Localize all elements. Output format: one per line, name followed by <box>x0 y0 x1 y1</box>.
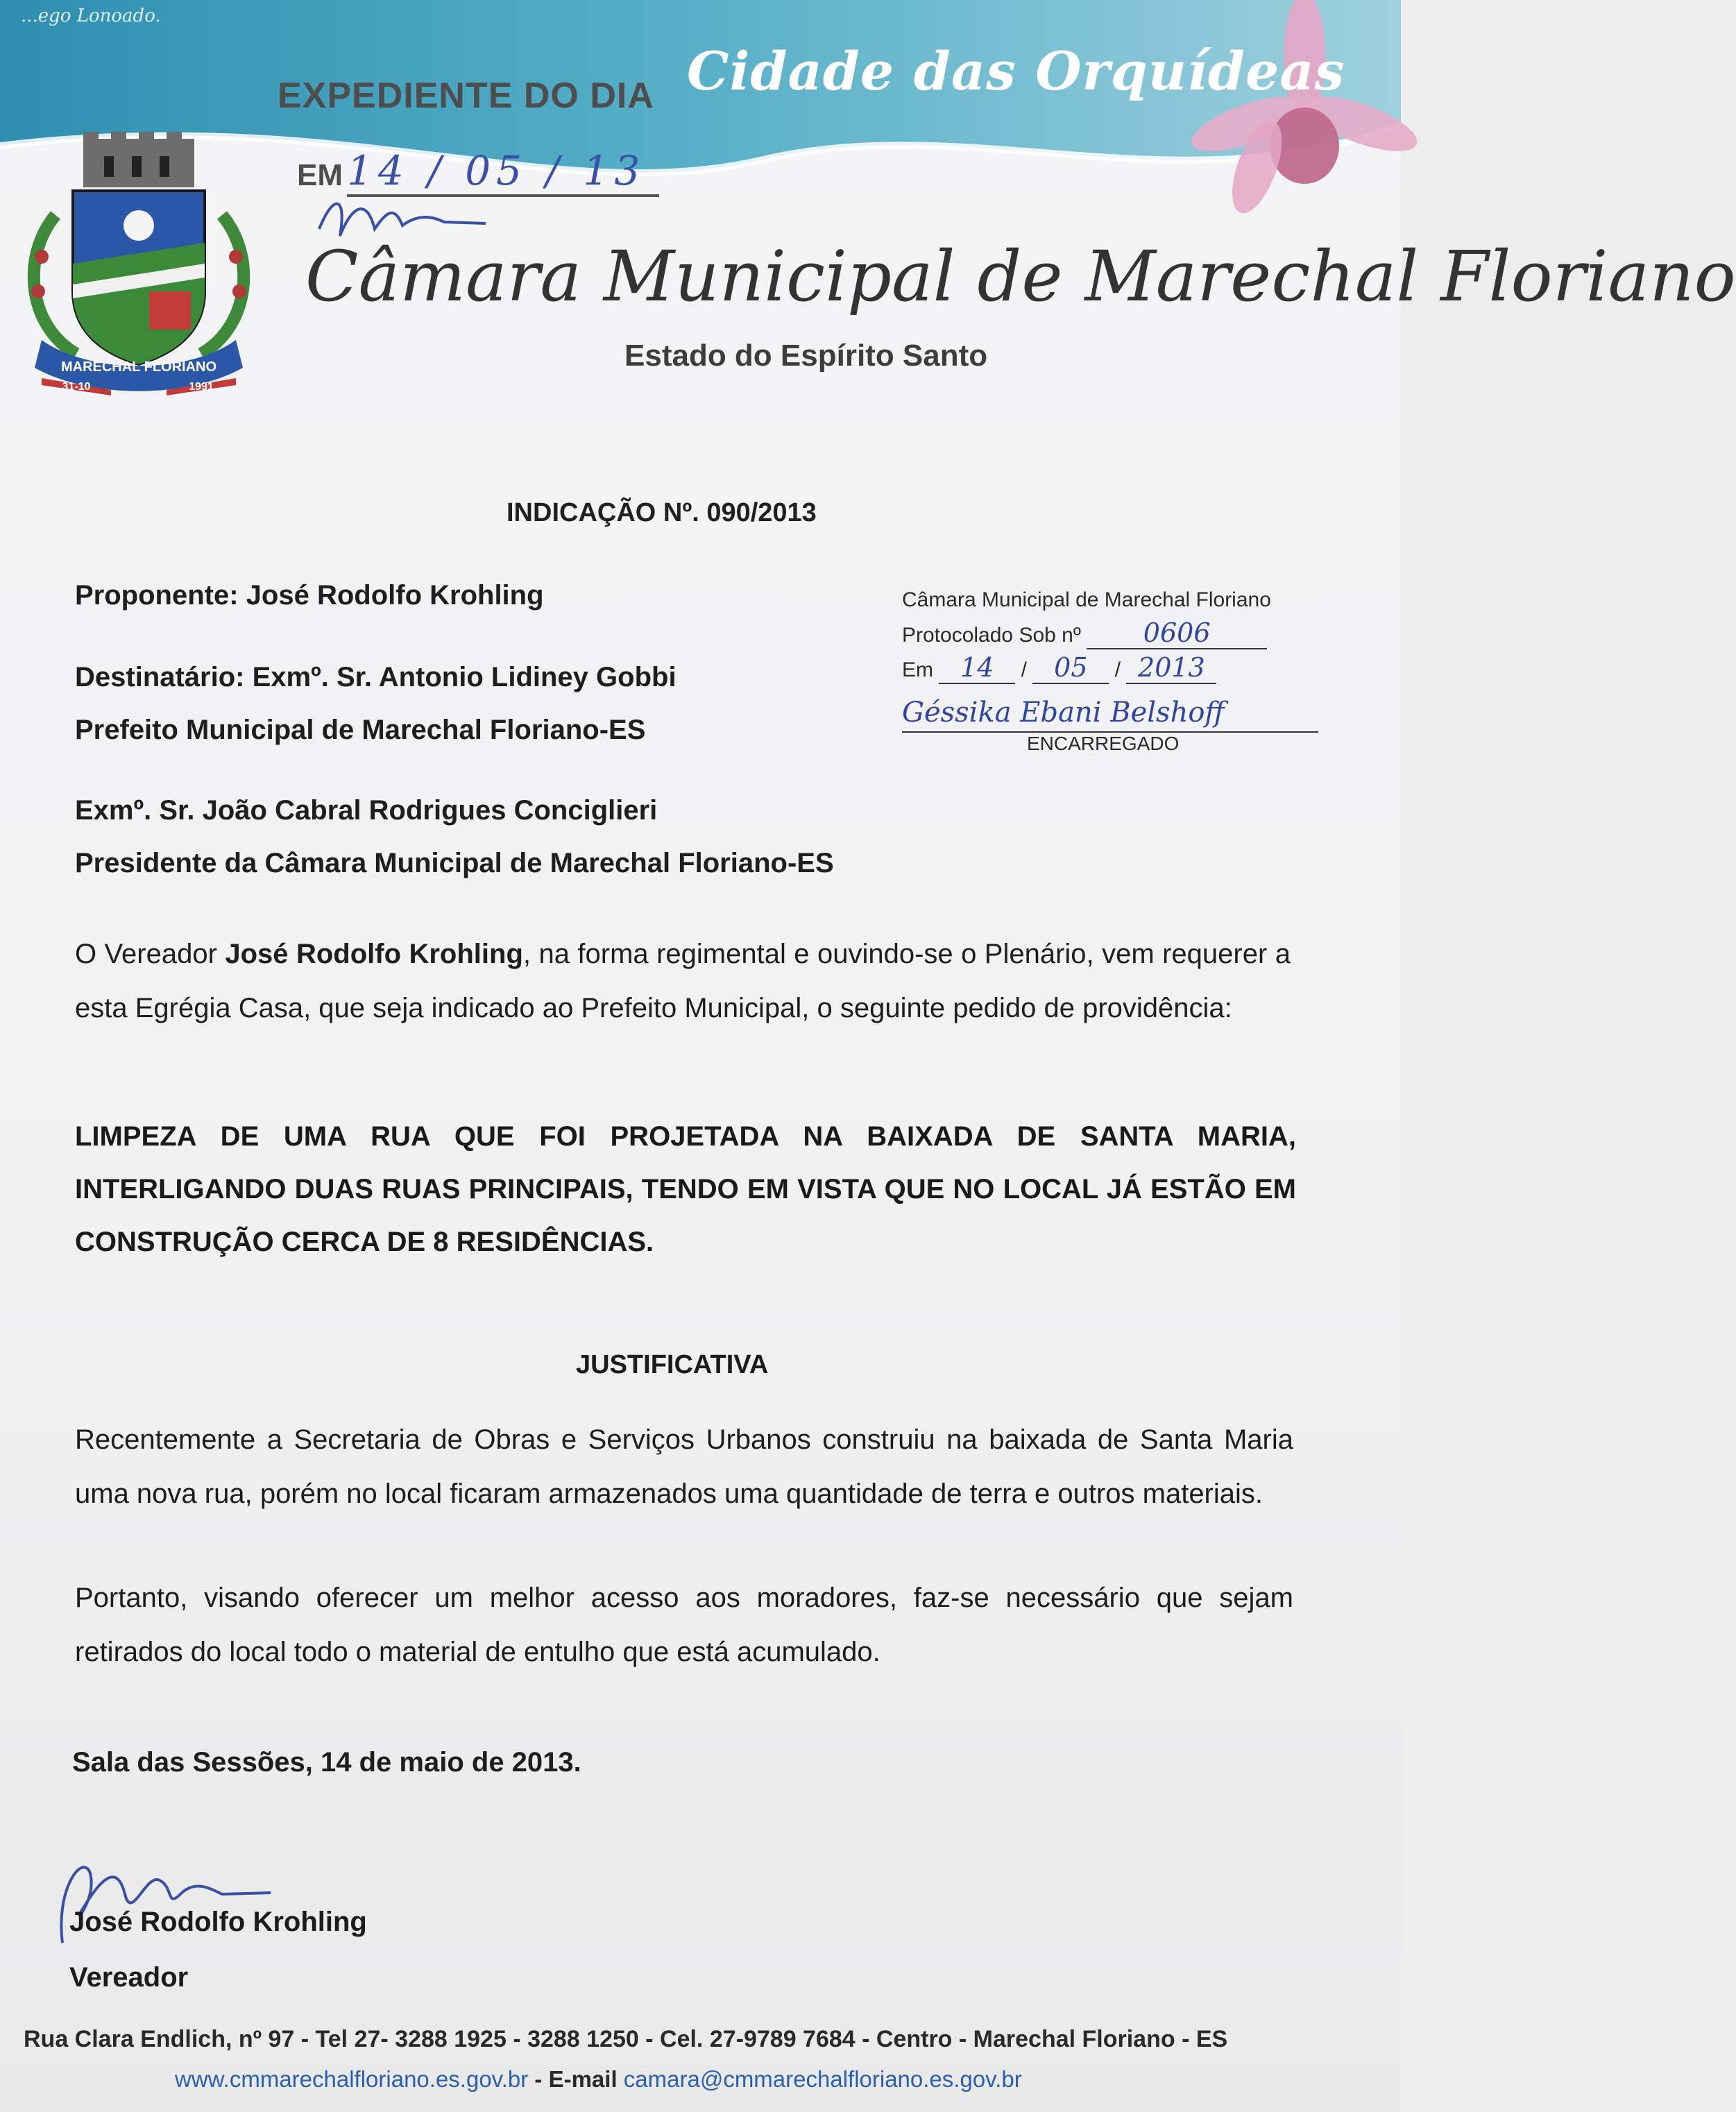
stamp-signature: Géssika Ebani Belshoff <box>902 697 1225 729</box>
stamp-protocol-number: 0606 <box>1087 618 1267 649</box>
intro-vereador-name: José Rodolfo Krohling <box>225 939 523 969</box>
stamp-header: Câmara Municipal de Marechal Floriano <box>902 588 1271 611</box>
second-recipient-role: Presidente da Câmara Municipal de Marechal Floriano-ES <box>75 848 834 878</box>
website-link[interactable]: www.cmmarechalfloriano.es.gov.br <box>175 2066 529 2092</box>
coat-of-arms-icon <box>14 132 264 395</box>
recipient-name: Exmº. Sr. Antonio Lidiney Gobbi <box>252 662 676 692</box>
stamp-em-label: Em <box>902 658 933 681</box>
expediente-stamp: EXPEDIENTE DO DIA <box>278 76 654 116</box>
intro-text-end: , na forma regimental e ouvindo-se o Plenário, vem requerer a esta Egrégia Casa, que seja indicado ao Prefeito Municipal, o seguinte pedido de providência: <box>75 939 1291 1023</box>
proponent-label: Proponente: <box>75 580 239 611</box>
signer-name: José Rodolfo Krohling <box>69 1907 367 1937</box>
email-link[interactable]: camara@cmmarechalfloriano.es.gov.br <box>623 2066 1022 2092</box>
city-slogan: Cidade das Orquídeas <box>687 40 1345 102</box>
stamp-protocol-label: Protocolado Sob nº <box>902 624 1081 647</box>
closing-line: Sala das Sessões, 14 de maio de 2013. <box>72 1747 581 1778</box>
recipient-label: Destinatário: <box>75 662 245 692</box>
protocol-stamp <box>902 588 1318 762</box>
stamp-protocol-row <box>902 618 1318 647</box>
stamp-date-row: Em 14 / 05 / 2013 <box>902 652 1318 681</box>
justification-title: JUSTIFICATIVA <box>576 1350 769 1379</box>
justification-paragraph-1: Recentemente a Secretaria de Obras e Serviços Urbanos construiu na baixada de Santa Maria uma nova rua, porém no local ficaram armazenados uma quantidade de terra e outros materiais. <box>75 1424 1293 1509</box>
second-recipient: Exmº. Sr. João Cabral Rodrigues Conciglieri <box>75 795 658 826</box>
stamp-year: 2013 <box>1126 652 1216 684</box>
chamber-name: Câmara Municipal de Marechal Floriano <box>305 236 1736 317</box>
justification-paragraph-2: Portanto, visando oferecer um melhor acesso aos moradores, faz-se necessário que sejam retirados do local todo o material de entulho que está acumulado. <box>75 1583 1293 1667</box>
stamp-signature-row <box>902 697 1318 731</box>
intro-paragraph <box>75 927 1291 1035</box>
state-name: Estado do Espírito Santo <box>624 339 988 373</box>
email-label: - E-mail <box>528 2066 624 2092</box>
crest-year-left: 31-10 <box>62 381 91 393</box>
expediente-date: 14 / 05 / 13 <box>347 147 659 197</box>
footer-address: Rua Clara Endlich, nº 97 - Tel 27- 3288 1925 - 3288 1250 - Cel. 27-9789 7684 - Centro - Marechal Floriano - ES <box>24 2026 1228 2052</box>
recipient-role: Prefeito Municipal de Marechal Floriano-ES <box>75 715 646 745</box>
stamp-day: 14 <box>939 652 1015 684</box>
request-text: LIMPEZA DE UMA RUA QUE FOI PROJETADA NA BAIXADA DE SANTA MARIA, INTERLIGANDO DUAS RUAS PRINCIPAIS, TENDO EM VISTA QUE NO LOCAL JÁ ESTÃO EM CONSTRUÇÃO CERCA DE 8 RESIDÊNCIAS. <box>75 1121 1296 1257</box>
proponent-line <box>75 580 544 611</box>
proponent-name: José Rodolfo Krohling <box>246 580 544 611</box>
document-title: INDICAÇÃO Nº. 090/2013 <box>507 498 817 527</box>
crest-ribbon-text: MARECHAL FLORIANO <box>60 359 217 375</box>
header-motto: ...ego Lonoado. <box>21 6 161 26</box>
recipient-line <box>75 662 676 693</box>
crest-year-right: 1991 <box>189 381 214 393</box>
stamp-month: 05 <box>1032 652 1109 684</box>
stamp-role: ENCARREGADO <box>902 731 1318 762</box>
expediente-em-label: EM <box>297 158 343 192</box>
footer-contact <box>175 2066 1022 2093</box>
intro-text-start: O Vereador <box>75 939 225 969</box>
signer-role: Vereador <box>69 1962 189 1993</box>
municipal-crest <box>14 132 264 395</box>
